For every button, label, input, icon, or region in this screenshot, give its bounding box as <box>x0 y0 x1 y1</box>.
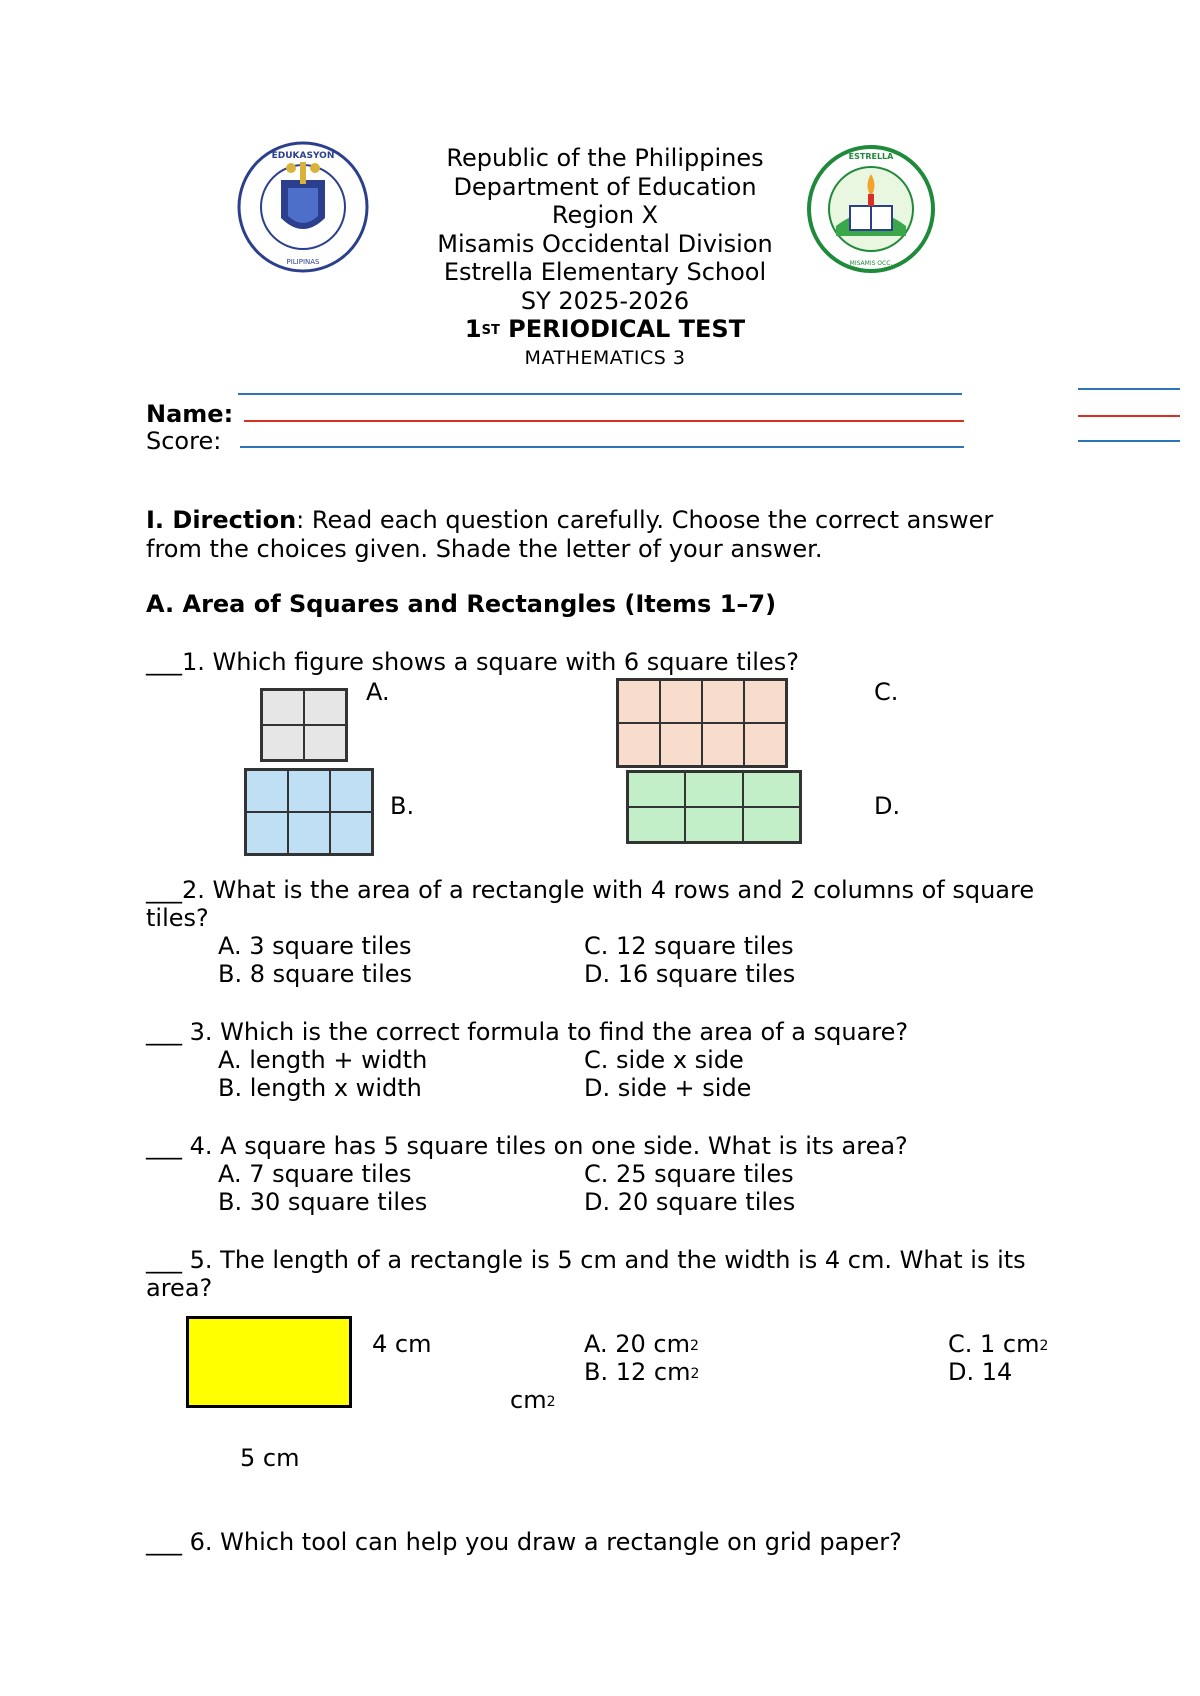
q3-choice-c[interactable]: C. side x side <box>584 1046 744 1074</box>
question-4: ___ 4. A square has 5 square tiles on one side. What is its area? <box>146 1132 908 1160</box>
figure-b-grid <box>244 768 374 856</box>
margin-mark-red <box>1078 415 1180 417</box>
q3-choice-a[interactable]: A. length + width <box>218 1046 428 1074</box>
top-rule <box>238 393 962 395</box>
svg-text:PILIPINAS: PILIPINAS <box>286 258 320 266</box>
question-2: ___2. What is the area of a rectangle with 4 rows and 2 columns of square tiles? <box>146 876 1035 932</box>
q5-choice-d-unit: $cm^2$ <box>510 1386 556 1414</box>
figure-a-label: A. <box>366 678 390 706</box>
q4-choice-a[interactable]: A. 7 square tiles <box>218 1160 412 1188</box>
q2-choice-a[interactable]: A. 3 square tiles <box>218 932 412 960</box>
direction-label: I. Direction <box>146 506 297 534</box>
q5-width-label: 4 cm <box>372 1330 432 1358</box>
score-field[interactable] <box>240 446 964 448</box>
question-5: ___ 5. The length of a rectangle is 5 cm and the width is 4 cm. What is its area? <box>146 1246 1026 1302</box>
figure-c-grid <box>616 678 788 768</box>
figure-d-label: D. <box>874 792 901 820</box>
svg-text:EDUKASYON: EDUKASYON <box>271 151 335 161</box>
q4-choice-d[interactable]: D. 20 square tiles <box>584 1188 796 1216</box>
question-3: ___ 3. Which is the correct formula to find the area of a square? <box>146 1018 909 1046</box>
direction-text-1: : Read each question carefully. Choose the correct answer <box>296 506 994 534</box>
q5-choice-c[interactable]: C. 1 $cm^2$ <box>948 1330 1049 1358</box>
header-school-year: SY 2025-2026 <box>520 286 690 315</box>
score-label: Score: <box>146 427 222 455</box>
q5-choice-d[interactable]: D. 14 <box>948 1358 1013 1386</box>
q5-rectangle-figure <box>186 1316 352 1408</box>
question-6: ___ 6. Which tool can help you draw a rectangle on grid paper? <box>146 1528 902 1556</box>
header-department: Department of Education <box>453 172 757 201</box>
section-a-title: A. Area of Squares and Rectangles (Items 1–7) <box>146 590 777 618</box>
name-field[interactable] <box>244 420 964 422</box>
header-school: Estrella Elementary School <box>443 258 767 286</box>
direction <box>146 506 993 534</box>
figure-d-grid <box>626 770 802 844</box>
document-header <box>400 144 810 372</box>
margin-mark-blue-1 <box>1078 388 1180 390</box>
q3-choice-b[interactable]: B. length x width <box>218 1074 422 1102</box>
svg-text:ESTRELLA: ESTRELLA <box>848 152 894 161</box>
q5-length-label: 5 cm <box>240 1444 300 1472</box>
q3-choice-d[interactable]: D. side + side <box>584 1074 752 1102</box>
margin-mark-blue-2 <box>1078 440 1180 442</box>
q4-choice-c[interactable]: C. 25 square tiles <box>584 1160 794 1188</box>
q2-choice-d[interactable]: D. 16 square tiles <box>584 960 796 988</box>
test-subject: MATHEMATICS 3 <box>524 346 686 369</box>
figure-c-label: C. <box>874 678 899 706</box>
svg-text:MISAMIS OCC.: MISAMIS OCC. <box>849 260 893 267</box>
header-republic: Republic of the Philippines <box>446 144 764 172</box>
q2-choice-c[interactable]: C. 12 square tiles <box>584 932 794 960</box>
direction-text-2: from the choices given. Shade the letter of your answer. <box>146 535 823 563</box>
test-title: 1ST PERIODICAL TEST <box>464 315 746 343</box>
q4-choice-b[interactable]: B. 30 square tiles <box>218 1188 428 1216</box>
header-division: Misamis Occidental Division <box>437 229 773 258</box>
deped-seal-logo <box>236 140 370 274</box>
q5-choice-b[interactable]: B. 12 $cm^2$ <box>584 1358 700 1386</box>
figure-a-grid <box>260 688 348 762</box>
header-region: Region X <box>551 201 659 229</box>
name-label: Name: <box>146 400 234 428</box>
q2-choice-b[interactable]: B. 8 square tiles <box>218 960 413 988</box>
figure-b-label: B. <box>390 792 415 820</box>
question-1: ___1. Which figure shows a square with 6 square tiles? <box>146 648 799 676</box>
q5-choice-a[interactable]: A. 20 $cm^2$ <box>584 1330 699 1358</box>
school-seal-logo <box>806 144 936 274</box>
